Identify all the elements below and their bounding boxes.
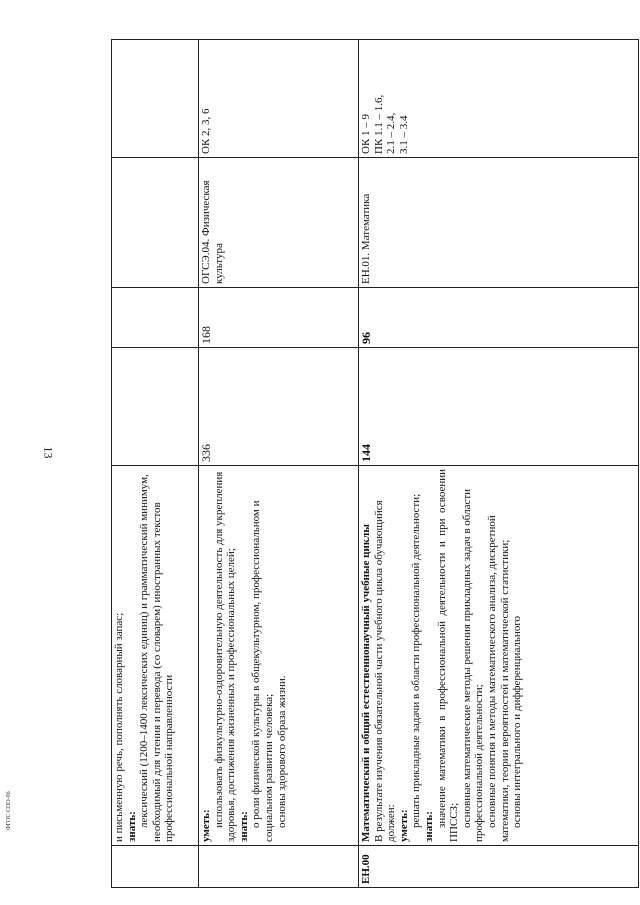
content-paragraph: знать:: [125, 811, 138, 842]
content-paragraph: и письменную речь, пополнять словарный запас;: [113, 612, 125, 842]
discipline-cell: [112, 158, 199, 288]
content-paragraph: основные математические методы решения прикладных задач в области профессиональной деятельности;: [460, 488, 486, 842]
discipline-cell: ЕН.01. Математика: [359, 158, 639, 288]
curriculum-table: [111, 39, 639, 888]
content-cell: [112, 466, 199, 846]
content-paragraph: уметь:: [200, 809, 212, 842]
content-paragraph: знать:: [237, 811, 250, 842]
content-cell: [359, 466, 639, 846]
content-paragraph: использовать физкультурно-оздоровительную деятельность для укрепления здоровья, достижения жизненных и профессиональных целей;: [212, 471, 238, 842]
cycle-code-cell: ЕН.00: [359, 846, 639, 888]
content-paragraph: значение математики в профессиональной деятельности и при освоении ППССЗ;: [435, 469, 461, 842]
content-paragraph: основные понятия и методы математического анализа, дискретной математики, теории вероятностей и математической статистики;: [485, 515, 511, 842]
table-row: [359, 40, 639, 888]
table-row: [112, 40, 199, 888]
footer-label: ФГОС СПО-06: [6, 791, 12, 830]
competencies-cell: [112, 40, 199, 158]
content-paragraph: В результате изучения обязательной части учебного цикла обучающийся должен:: [372, 500, 398, 842]
max-load-cell: 336: [199, 348, 359, 466]
competencies-cell: ОК 2, 3, 6: [199, 40, 359, 158]
max-load-cell: [112, 348, 199, 466]
discipline-cell: ОГСЭ.04. Физическая культура: [199, 158, 359, 288]
content-paragraph: о роли физической культуры в общекультурном, профессиональном и социальном развитии человека;: [250, 500, 275, 842]
content-paragraph: лексический (1200–1400 лексических единиц) и грамматический минимум, необходимый для чтения и перевода (со словарем) иностранных текстов профессиональной направленности: [138, 474, 176, 842]
content-paragraph: основы интегрального и дифференциального: [511, 615, 524, 828]
competencies-cell: ОК 1 – 9 ПК 1.1 – 1.6, 2.1 – 2.4, 3.1 – 3.4: [359, 40, 639, 158]
content-paragraph: знать:: [422, 811, 435, 842]
content-paragraph: Математический и общий естественнонаучный учебные циклы: [360, 524, 372, 842]
curriculum-table-rotated: [111, 40, 638, 888]
cycle-code-cell: [112, 846, 199, 888]
content-cell: [199, 466, 359, 846]
hours-cell: 96: [359, 288, 639, 348]
hours-cell: 168: [199, 288, 359, 348]
table-row: [199, 40, 359, 888]
content-paragraph: уметь:: [397, 809, 410, 842]
max-load-cell: 144: [359, 348, 639, 466]
hours-cell: [112, 288, 199, 348]
page-number: 13: [41, 446, 56, 459]
content-paragraph: решать прикладные задачи в области профессиональной деятельности;: [410, 493, 423, 828]
content-paragraph: основы здорового образа жизни.: [275, 675, 288, 828]
cycle-code-cell: [199, 846, 359, 888]
